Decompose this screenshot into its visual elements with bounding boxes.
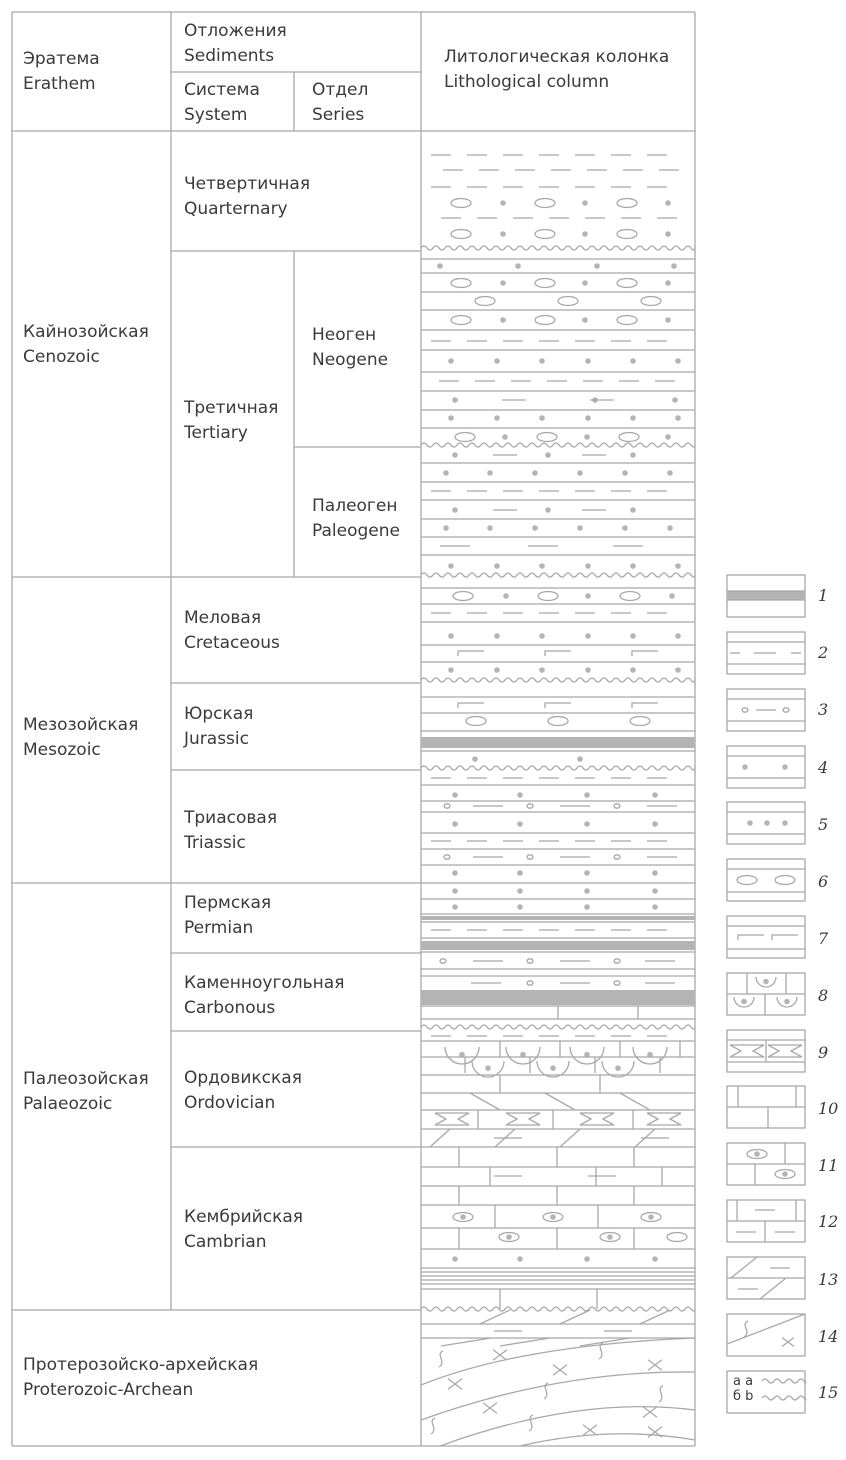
oblique-line (430, 1129, 450, 1147)
legend-number-3: 3 (818, 700, 829, 719)
dot-mark (585, 633, 591, 639)
dot-mark (782, 764, 788, 770)
header-sediments (184, 19, 287, 69)
dot-mark (665, 434, 671, 440)
oval-mark (535, 279, 555, 288)
small-oval-mark (440, 959, 446, 963)
legend-number-8: 8 (818, 986, 829, 1005)
system-label-ru: Каменноугольная (184, 973, 345, 993)
dot-mark (747, 820, 753, 826)
shell-dot (784, 999, 790, 1005)
dot-mark (494, 415, 500, 421)
dot-mark (764, 820, 770, 826)
dot-mark (517, 888, 523, 894)
shell-dot (615, 1065, 621, 1071)
dot-mark (594, 263, 600, 269)
legend-box-4 (727, 746, 805, 788)
dot-mark (577, 756, 583, 762)
erathem-cenozoic (23, 320, 149, 370)
legend-number-14: 14 (818, 1327, 839, 1346)
legend-number-11: 11 (818, 1156, 839, 1175)
dot-mark (669, 593, 675, 599)
oval-mark (617, 279, 637, 288)
system-quarternary (184, 172, 310, 222)
dot-mark (782, 820, 788, 826)
oval-mark (451, 199, 471, 208)
dot-mark (652, 870, 658, 876)
bracket-mark (632, 703, 658, 708)
system-triassic (184, 806, 277, 856)
small-oval-mark (614, 959, 620, 963)
coal-seam (421, 941, 695, 950)
small-oval-mark (614, 855, 620, 859)
dot-mark (585, 563, 591, 569)
legend-number-9: 9 (818, 1043, 829, 1062)
dot-mark (545, 452, 551, 458)
squiggle-mark (431, 1418, 435, 1434)
oval-mark (535, 199, 555, 208)
legend-number-6: 6 (818, 872, 829, 891)
dot-mark (448, 563, 454, 569)
unconformity-wave (762, 1379, 806, 1383)
legend-oblique (760, 1278, 786, 1299)
dot-mark (584, 434, 590, 440)
dot-mark (585, 667, 591, 673)
oblique-line (640, 1310, 670, 1324)
series-neogene (312, 323, 388, 373)
dot-mark (532, 470, 538, 476)
lithological-column (421, 155, 695, 1446)
dot-mark (487, 470, 493, 476)
dot-mark (652, 792, 658, 798)
small-oval-mark (614, 981, 620, 985)
header-column (444, 45, 669, 95)
oval-mark (630, 717, 650, 726)
squiggle-mark (659, 1386, 663, 1402)
unconformity-wave (762, 1396, 806, 1400)
dot-mark (494, 667, 500, 673)
header-column-ru: Литологическая колонка (444, 47, 670, 67)
legend-number-15: 15 (818, 1383, 839, 1402)
bracket-mark (738, 935, 764, 940)
legend-box-7 (727, 916, 805, 958)
shell-dot (550, 1065, 556, 1071)
dot-mark (665, 200, 671, 206)
dot-mark (630, 358, 636, 364)
dot-mark (742, 764, 748, 770)
dot-mark (500, 317, 506, 323)
small-oval-mark (527, 855, 533, 859)
header-erathem-en: Erathem (23, 74, 96, 94)
dot-mark (443, 525, 449, 531)
erathem-label-en: Palaeozoic (23, 1094, 113, 1114)
oblique-line (620, 1093, 650, 1110)
dot-mark (671, 263, 677, 269)
erathem-label-ru: Мезозойская (23, 715, 139, 735)
dot-mark (675, 358, 681, 364)
dot-mark (503, 593, 509, 599)
dot-mark (452, 507, 458, 513)
header-erathem (23, 47, 100, 97)
dot-mark (515, 263, 521, 269)
legend-oval-dot (782, 1171, 788, 1177)
dot-mark (652, 821, 658, 827)
dot-mark (517, 1256, 523, 1262)
dot-mark (494, 563, 500, 569)
dot-mark (545, 507, 551, 513)
dot-mark (585, 415, 591, 421)
dot-mark (517, 792, 523, 798)
oval-mark (737, 876, 757, 885)
system-label-en: Jurassic (184, 729, 249, 749)
erathem-proterozoic-archean (23, 1353, 258, 1403)
coal-seam (421, 737, 695, 748)
small-oval-mark (527, 959, 533, 963)
small-oval-mark (783, 708, 789, 712)
bracket-mark (545, 703, 571, 708)
dot-mark (517, 904, 523, 910)
system-label-en: Permian (184, 918, 254, 938)
system-label-en: Carbonous (184, 998, 276, 1018)
oval-mark (453, 592, 473, 601)
dot-mark (672, 397, 678, 403)
oval-mark (538, 592, 558, 601)
dot-mark (443, 470, 449, 476)
oval-dot (550, 1214, 556, 1220)
oval-dot (648, 1214, 654, 1220)
dot-mark (584, 904, 590, 910)
dot-mark (667, 470, 673, 476)
dot-mark (448, 667, 454, 673)
oval-mark (535, 230, 555, 239)
dot-mark (630, 415, 636, 421)
legend-oblique (731, 1257, 757, 1278)
system-label-en: Tertiary (184, 423, 248, 443)
header-series (312, 78, 368, 128)
oval-mark (451, 316, 471, 325)
system-label-en: Quarternary (184, 199, 288, 219)
legend-number-5: 5 (818, 815, 829, 834)
oval-mark (619, 433, 639, 442)
hourglass-mark (506, 1113, 540, 1125)
unconformity-wave (421, 766, 695, 770)
legend-1-coal (727, 591, 805, 600)
system-carbonous (184, 971, 344, 1021)
unconformity-wave (421, 678, 695, 682)
small-oval-mark (444, 804, 450, 808)
small-oval-mark (444, 855, 450, 859)
system-label-ru: Третичная (184, 398, 279, 418)
oval-dot (506, 1234, 512, 1240)
erathem-label-en: Cenozoic (23, 347, 100, 367)
oval-mark (535, 316, 555, 325)
dot-mark (630, 563, 636, 569)
small-oval-mark (742, 708, 748, 712)
dot-mark (675, 563, 681, 569)
dot-mark (577, 470, 583, 476)
dot-mark (577, 525, 583, 531)
system-jurassic (184, 702, 253, 752)
header-column-en: Lithological column (444, 72, 610, 92)
oval-mark (775, 876, 795, 885)
squiggle-mark (439, 1351, 443, 1367)
oval-mark (451, 279, 471, 288)
shell-dot (763, 979, 769, 985)
oval-mark (617, 316, 637, 325)
system-label-en: Cretaceous (184, 633, 280, 653)
legend-number-13: 13 (818, 1270, 839, 1289)
legend-number-12: 12 (818, 1212, 839, 1231)
bracket-mark (545, 651, 571, 656)
oval-mark (641, 297, 661, 306)
dot-mark (539, 415, 545, 421)
dot-mark (585, 593, 591, 599)
unconformity-wave (421, 573, 695, 577)
series-paleogene (312, 494, 400, 544)
shell-dot (741, 999, 747, 1005)
dot-mark (539, 358, 545, 364)
coal-seam (421, 990, 695, 1005)
header-erathem-ru: Эратема (23, 49, 100, 69)
dot-mark (665, 280, 671, 286)
dot-mark (539, 563, 545, 569)
dot-mark (582, 200, 588, 206)
dot-mark (437, 263, 443, 269)
header-system (184, 78, 260, 128)
header-sediments-ru: Отложения (184, 21, 287, 41)
unconformity-wave (421, 246, 695, 250)
erathem-palaeozoic (23, 1067, 149, 1117)
hourglass-mark (730, 1045, 764, 1057)
dot-mark (584, 1256, 590, 1262)
series-label-ru: Неоген (312, 325, 377, 345)
dot-mark (452, 792, 458, 798)
dot-mark (452, 1256, 458, 1262)
oblique-line (441, 1338, 491, 1346)
legend-box-6 (727, 859, 805, 901)
series-label-en: Paleogene (312, 521, 400, 541)
system-label-ru: Четвертичная (184, 174, 311, 194)
dot-mark (452, 888, 458, 894)
dot-mark (630, 507, 636, 513)
erathem-label-en: Proterozoic-Archean (23, 1380, 194, 1400)
oval-mark (475, 297, 495, 306)
oblique-line (560, 1129, 580, 1147)
hourglass-mark (435, 1113, 469, 1125)
unconformity-wave (421, 443, 695, 447)
system-permian (184, 891, 271, 941)
legend-number-10: 10 (818, 1099, 839, 1118)
squiggle-mark (529, 1415, 533, 1431)
bracket-mark (458, 651, 484, 656)
legend-oblique (727, 1314, 805, 1344)
erathem-label-ru: Палеозойская (23, 1069, 149, 1089)
dot-mark (652, 1256, 658, 1262)
dot-mark (675, 415, 681, 421)
dot-mark (584, 870, 590, 876)
dot-mark (494, 358, 500, 364)
schist-line (421, 1338, 695, 1385)
system-label-ru: Ордовикская (184, 1068, 302, 1088)
small-oval-mark (527, 981, 533, 985)
dot-mark (494, 633, 500, 639)
legend-15-line-a: а а (733, 1374, 754, 1389)
dot-mark (448, 415, 454, 421)
oval-mark (558, 297, 578, 306)
header-system-en: System (184, 105, 248, 125)
legend-box-14 (727, 1314, 805, 1356)
system-label-en: Ordovician (184, 1093, 276, 1113)
dot-mark (517, 821, 523, 827)
schist-line (440, 1407, 695, 1446)
system-label-en: Triassic (184, 833, 246, 853)
dot-mark (500, 231, 506, 237)
system-label-ru: Юрская (184, 704, 254, 724)
legend-number-2: 2 (818, 643, 829, 662)
dot-mark (630, 452, 636, 458)
oblique-line (545, 1093, 575, 1110)
system-label-ru: Пермская (184, 893, 272, 913)
dot-mark (675, 633, 681, 639)
legend-number-4: 4 (818, 758, 829, 777)
oval-mark (617, 230, 637, 239)
system-ordovician (184, 1066, 302, 1116)
system-cambrian (184, 1205, 303, 1255)
legend-oval-dot (754, 1151, 760, 1157)
dot-mark (665, 317, 671, 323)
shell-dot (485, 1065, 491, 1071)
dot-mark (448, 358, 454, 364)
dot-mark (500, 280, 506, 286)
dot-mark (582, 231, 588, 237)
squiggle-mark (744, 1321, 748, 1337)
oval-mark (620, 592, 640, 601)
system-label-ru: Кембрийская (184, 1207, 303, 1227)
oblique-line (500, 1338, 550, 1346)
dot-mark (517, 870, 523, 876)
dot-mark (622, 525, 628, 531)
oval-mark (667, 1233, 687, 1242)
erathem-mesozoic (23, 713, 138, 763)
dot-mark (487, 525, 493, 531)
dot-mark (585, 358, 591, 364)
dot-mark (452, 452, 458, 458)
header-sediments-en: Sediments (184, 46, 275, 66)
erathem-label-en: Mesozoic (23, 740, 101, 760)
hourglass-mark (647, 1113, 681, 1125)
small-oval-mark (527, 804, 533, 808)
dot-mark (448, 633, 454, 639)
erathem-label-ru: Кайнозойская (23, 322, 149, 342)
oblique-line (470, 1093, 500, 1110)
dot-mark (622, 470, 628, 476)
schist-line (520, 1434, 695, 1446)
thin-coal-seam (421, 916, 695, 920)
hourglass-mark (580, 1113, 614, 1125)
dot-mark (652, 904, 658, 910)
dot-mark (452, 870, 458, 876)
oval-dot (460, 1214, 466, 1220)
dot-mark (532, 525, 538, 531)
system-label-ru: Меловая (184, 608, 262, 628)
header-series-en: Series (312, 105, 365, 125)
dot-mark (472, 756, 478, 762)
dot-mark (582, 317, 588, 323)
oblique-line (480, 1310, 510, 1324)
small-oval-mark (614, 804, 620, 808)
series-label-en: Neogene (312, 350, 389, 370)
oval-mark (537, 433, 557, 442)
dot-mark (667, 525, 673, 531)
dot-mark (584, 888, 590, 894)
dot-mark (584, 792, 590, 798)
legend-15-line-b: б b (733, 1389, 754, 1404)
legend-number-1: 1 (818, 586, 829, 605)
oval-mark (451, 230, 471, 239)
system-tertiary (184, 396, 278, 446)
dot-mark (665, 231, 671, 237)
unconformity-wave (421, 1025, 695, 1029)
hourglass-mark (768, 1045, 802, 1057)
dot-mark (539, 667, 545, 673)
legend-number-7: 7 (818, 929, 829, 948)
dot-mark (452, 397, 458, 403)
dot-mark (582, 280, 588, 286)
unconformity-wave (421, 1307, 695, 1311)
oblique-line (560, 1310, 590, 1324)
dot-mark (652, 888, 658, 894)
series-label-ru: Палеоген (312, 496, 398, 516)
bracket-mark (632, 651, 658, 656)
oval-mark (617, 199, 637, 208)
oval-mark (466, 717, 486, 726)
dot-mark (584, 821, 590, 827)
system-label-en: Cambrian (184, 1232, 267, 1252)
squiggle-mark (599, 1343, 603, 1359)
system-label-ru: Триасовая (184, 808, 278, 828)
dot-mark (539, 633, 545, 639)
dot-mark (500, 200, 506, 206)
legend-15-text (733, 1374, 753, 1404)
oval-dot (607, 1234, 613, 1240)
dot-mark (630, 633, 636, 639)
system-cretaceous (184, 606, 280, 656)
header-system-ru: Система (184, 80, 260, 100)
oval-mark (548, 717, 568, 726)
bracket-mark (772, 935, 798, 940)
dot-mark (452, 904, 458, 910)
dot-mark (675, 667, 681, 673)
bracket-mark (458, 703, 484, 708)
legend-boxes (727, 575, 806, 1413)
oval-mark (455, 433, 475, 442)
erathem-label-ru: Протерозойско-архейская (23, 1355, 259, 1375)
dot-mark (630, 667, 636, 673)
header-series-ru: Отдел (312, 80, 369, 100)
dot-mark (452, 821, 458, 827)
dot-mark (502, 434, 508, 440)
